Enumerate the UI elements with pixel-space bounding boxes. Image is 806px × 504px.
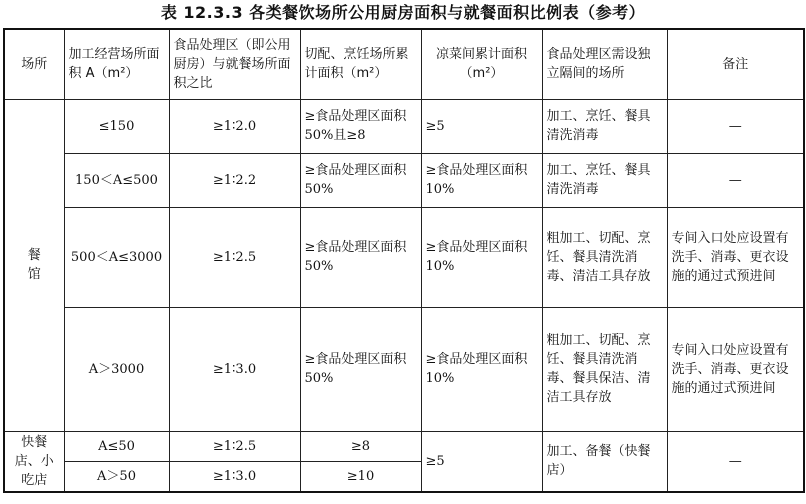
cell-cutting: ≥食品处理区面积 50%	[300, 207, 421, 307]
cell-remark: 专间入口处应设置有洗手、消毒、更衣设施的通过式预进间	[667, 307, 804, 431]
header-partition: 食品处理区需设独立隔间的场所	[542, 29, 667, 99]
cell-partition: 加工、备餐（快餐店）	[542, 431, 667, 492]
header-venue: 场所	[4, 29, 64, 99]
cell-ratio: ≥1∶2.2	[169, 153, 300, 207]
cell-remark: —	[667, 99, 804, 153]
kitchen-area-table	[3, 28, 805, 493]
table-row	[4, 207, 804, 307]
cell-partition: 粗加工、切配、烹饪、餐具清洗消毒、清洁工具存放	[542, 207, 667, 307]
cell-area: 500＜A≤3000	[64, 207, 169, 307]
cell-ratio: ≥1∶2.0	[169, 99, 300, 153]
table-row	[4, 153, 804, 207]
table-row	[4, 99, 804, 153]
venue-restaurant: 餐 馆	[4, 99, 64, 431]
cell-remark: 专间入口处应设置有洗手、消毒、更衣设施的通过式预进间	[667, 207, 804, 307]
cell-cold: ≥5	[421, 431, 542, 492]
cell-cutting: ≥食品处理区面积 50%	[300, 307, 421, 431]
cell-area: A＞50	[64, 461, 169, 491]
cell-partition: 加工、烹饪、餐具清洗消毒	[542, 153, 667, 207]
header-ratio: 食品处理区（即公用厨房）与就餐场所面积之比	[169, 29, 300, 99]
cell-ratio: ≥1∶3.0	[169, 461, 300, 491]
cell-ratio: ≥1∶2.5	[169, 207, 300, 307]
cell-cold: ≥食品处理区面积 10%	[421, 207, 542, 307]
cell-ratio: ≥1∶2.5	[169, 431, 300, 461]
table-row	[4, 307, 804, 431]
cell-remark: —	[667, 153, 804, 207]
header-row	[4, 29, 804, 99]
table-caption: 表 12.3.3 各类餐饮场所公用厨房面积与就餐面积比例表（参考）	[160, 3, 646, 22]
venue-fastfood: 快餐店、小吃店	[4, 431, 64, 492]
cell-cutting: ≥食品处理区面积 50%	[300, 153, 421, 207]
header-remark: 备注	[667, 29, 804, 99]
cell-partition: 加工、烹饪、餐具清洗消毒	[542, 99, 667, 153]
header-cutting-area: 切配、烹饪场所累计面积（m²）	[300, 29, 421, 99]
cell-ratio: ≥1∶3.0	[169, 307, 300, 431]
cell-area: A≤50	[64, 431, 169, 461]
cell-cutting: ≥食品处理区面积 50%且≥8	[300, 99, 421, 153]
cell-partition: 粗加工、切配、烹饪、餐具清洗消毒、餐具保洁、清洁工具存放	[542, 307, 667, 431]
cell-cold: ≥食品处理区面积 10%	[421, 307, 542, 431]
cell-area: 150＜A≤500	[64, 153, 169, 207]
header-area: 加工经营场所面积 A（m²）	[64, 29, 169, 99]
table-row	[4, 431, 804, 461]
cell-cutting: ≥10	[300, 461, 421, 491]
header-cold-dish-area: 凉菜间累计面积（m²）	[421, 29, 542, 99]
cell-area: ≤150	[64, 99, 169, 153]
cell-remark: —	[667, 431, 804, 492]
cell-cold: ≥食品处理区面积 10%	[421, 153, 542, 207]
cell-area: A＞3000	[64, 307, 169, 431]
cell-cold: ≥5	[421, 99, 542, 153]
cell-cutting: ≥8	[300, 431, 421, 461]
